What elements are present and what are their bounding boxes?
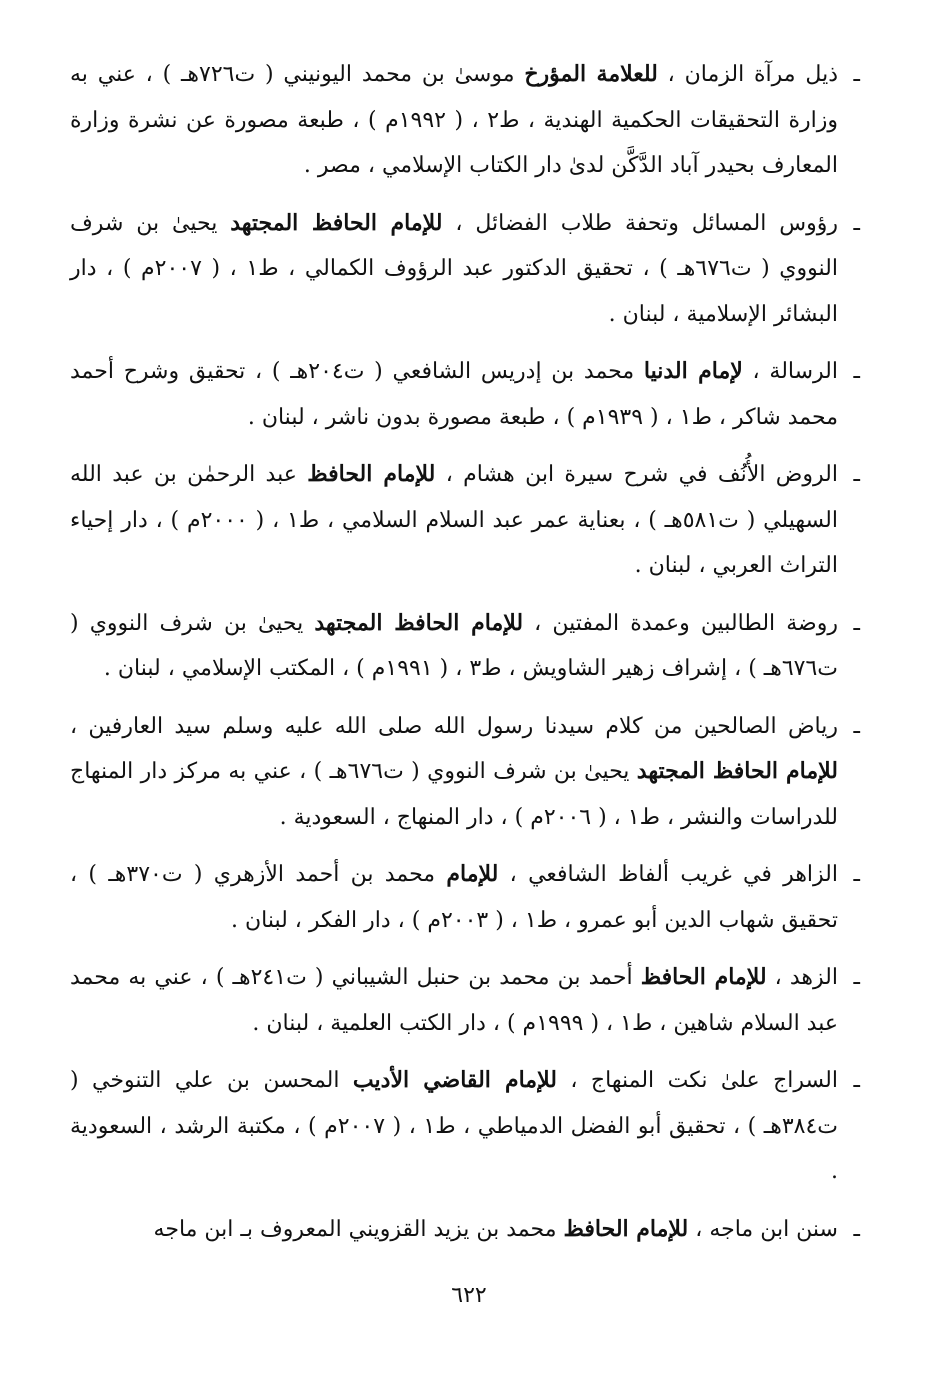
- bibliography-entry: ـ سنن ابن ماجه ، للإمام الحافظ محمد بن يزيد القزويني المعروف بـ ابن ماجه: [153, 1215, 860, 1242]
- bibliography-entry: ـ الزهد ، للإمام الحافظ أحمد بن محمد بن حنبل الشيباني ( ت٢٤١هـ ) ، عني به محمد عبد السلام شاهين ، ط١ ، ( ١٩٩٩م ) ، دار الكتب العلمية ، لبنان .: [70, 964, 860, 1036]
- bibliography-entry: ـ الزاهر في غريب ألفاظ الشافعي ، للإمام محمد بن أحمد الأزهري ( ت٣٧٠هـ ) ، تحقيق شهاب الدين أبو عمرو ، ط١ ، ( ٢٠٠٣م ) ، دار الفكر ، لبنان .: [70, 861, 860, 933]
- bibliography-entry: ـ روضة الطالبين وعمدة المفتين ، للإمام الحافظ المجتهد يحيىٰ بن شرف النووي ( ت٦٧٦هـ ) ، إشراف زهير الشاويش ، ط٣ ، ( ١٩٩١م ) ، المكتب الإسلامي ، لبنان .: [70, 609, 860, 681]
- bibliography-entry: ـ السراج علىٰ نكت المنهاج ، للإمام القاضي الأديب المحسن بن علي التنوخي ( ت٣٨٤هـ ) ، تحقيق أبو الفضل الدمياطي ، ط١ ، ( ٢٠٠٧م ) ، مكتبة الرشد ، السعودية .: [70, 1067, 860, 1184]
- page-number: ٦٢٢: [451, 1283, 487, 1308]
- bibliography-entry: ـ الرسالة ، لإمام الدنيا محمد بن إدريس الشافعي ( ت٢٠٤هـ ) ، تحقيق وشرح أحمد محمد شاكر ، ط١ ، ( ١٩٣٩م ) ، طبعة مصورة بدون ناشر ، لبنان .: [70, 358, 860, 430]
- bibliography-entry: ـ الروض الأُنُف في شرح سيرة ابن هشام ، للإمام الحافظ عبد الرحمٰن بن عبد الله السهيلي ( ت٥٨١هـ ) ، بعناية عمر عبد السلام السلامي ، ط١ ، ( ٢٠٠٠م ) ، دار إحياء التراث العربي ، لبنان .: [70, 461, 860, 578]
- bibliography-entry: ـ رياض الصالحين من كلام سيدنا رسول الله صلى الله عليه وسلم سيد العارفين ، للإمام الحافظ المجتهد يحيىٰ بن شرف النووي ( ت٦٧٦هـ ) ، عني به مركز دار المنهاج للدراسات والنشر ، ط١ ، ( ٢٠٠٦م ) ، دار المنهاج ، السعودية .: [70, 713, 860, 830]
- bibliography-entry: ـ رؤوس المسائل وتحفة طلاب الفضائل ، للإمام الحافظ المجتهد يحيىٰ بن شرف النووي ( ت٦٧٦هـ ) ، تحقيق الدكتور عبد الرؤوف الكمالي ، ط١ ، ( ٢٠٠٧م ) ، دار البشائر الإسلامية ، لبنان .: [70, 209, 860, 327]
- bibliography-list: [70, 52, 860, 1264]
- bibliography-entry: ـ ذيل مرآة الزمان ، للعلامة المؤرخ موسىٰ بن محمد اليونيني ( ت٧٢٦هـ ) ، عني به وزارة التحقيقات الحكمية الهندية ، ط٢ ، ( ١٩٩٢م ) ، طبعة مصورة عن نشرة وزارة المعارف بحيدر آباد الدَّكَّن لدىٰ دار الكتاب الإسلامي ، مصر .: [70, 61, 860, 178]
